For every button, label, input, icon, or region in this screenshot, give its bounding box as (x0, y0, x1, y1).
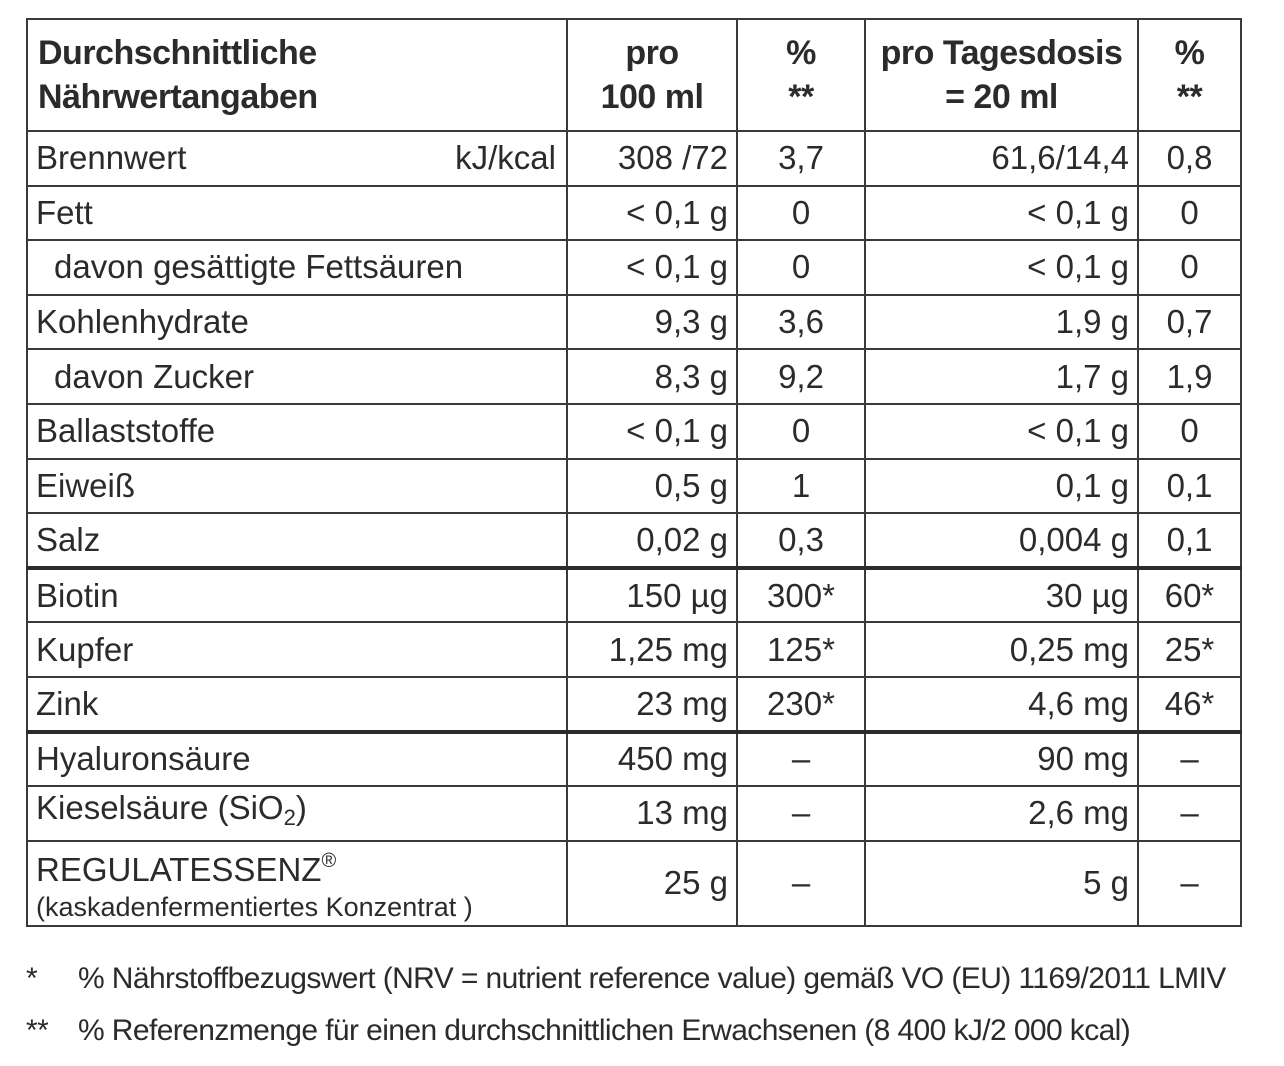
footnote-text: % Nährstoffbezugswert (NRV = nutrient reference value) gemäß VO (EU) 1169/2011 LMIV (78, 962, 1226, 995)
value-per-100ml: 13 mg (567, 786, 737, 841)
percent-per-100ml: 3,6 (737, 295, 865, 350)
value-per-dose: 4,6 mg (865, 677, 1138, 732)
footnote-text: % Referenzmenge für einen durchschnittlichen Erwachsenen (8 400 kJ/2 000 kcal) (78, 1014, 1131, 1047)
value-per-dose: 5 g (865, 841, 1138, 926)
table-row (27, 622, 1241, 677)
table-row (27, 186, 1241, 241)
percent-per-dose: 0,1 (1138, 513, 1241, 568)
footnote-mark: ** (26, 1014, 49, 1047)
value-per-dose: 90 mg (865, 732, 1138, 787)
percent-per-100ml: 125* (737, 622, 865, 677)
footnote-mark: * (26, 962, 38, 995)
percent-per-dose: 0,8 (1138, 131, 1241, 186)
percent-per-100ml: 3,7 (737, 131, 865, 186)
nutrition-table (26, 18, 1242, 927)
nutrient-name: Fett (27, 186, 567, 241)
percent-per-100ml: – (737, 732, 865, 787)
nutrition-table-container (26, 18, 1240, 927)
value-per-dose: 0,1 g (865, 459, 1138, 514)
value-per-100ml: 25 g (567, 841, 737, 926)
table-row (27, 841, 1241, 926)
percent-per-100ml: – (737, 786, 865, 841)
value-per-100ml: 150 µg (567, 568, 737, 623)
value-per-dose: < 0,1 g (865, 240, 1138, 295)
value-per-dose: 61,6/14,4 (865, 131, 1138, 186)
table-row (27, 513, 1241, 568)
footnotes (26, 953, 1256, 1057)
percent-per-dose: 60* (1138, 568, 1241, 623)
percent-per-100ml: 9,2 (737, 349, 865, 404)
percent-per-dose: 0,7 (1138, 295, 1241, 350)
percent-per-dose: 0 (1138, 240, 1241, 295)
value-per-dose: 1,9 g (865, 295, 1138, 350)
table-row (27, 295, 1241, 350)
percent-per-100ml: – (737, 841, 865, 926)
registered-mark: ® (321, 849, 337, 872)
value-per-dose: 0,25 mg (865, 622, 1138, 677)
table-row (27, 131, 1241, 186)
nutrient-name: Zink (27, 677, 567, 732)
value-per-100ml: 0,5 g (567, 459, 737, 514)
table-row (27, 404, 1241, 459)
value-per-dose: < 0,1 g (865, 186, 1138, 241)
subscript-two: 2 (283, 805, 296, 831)
nutrient-name: davon Zucker (27, 349, 567, 404)
value-per-dose: 30 µg (865, 568, 1138, 623)
percent-per-dose: – (1138, 841, 1241, 926)
value-per-dose: 0,004 g (865, 513, 1138, 568)
header-per-daily-dose: pro Tagesdosis = 20 ml (865, 19, 1138, 131)
percent-per-dose: – (1138, 732, 1241, 787)
percent-per-dose: 25* (1138, 622, 1241, 677)
percent-per-dose: 0 (1138, 404, 1241, 459)
header-row (27, 19, 1241, 131)
value-per-100ml: 308 /72 (567, 131, 737, 186)
value-per-dose: 2,6 mg (865, 786, 1138, 841)
header-percent-daily-dose: % ** (1138, 19, 1241, 131)
percent-per-100ml: 0,3 (737, 513, 865, 568)
percent-per-100ml: 230* (737, 677, 865, 732)
header-nutrient: Durchschnittliche Nährwertangaben (27, 19, 567, 131)
nutrient-name: davon gesättigte Fettsäuren (27, 240, 567, 295)
percent-per-dose: 0,1 (1138, 459, 1241, 514)
table-row (27, 349, 1241, 404)
percent-per-dose: 1,9 (1138, 349, 1241, 404)
nutrient-name: Kohlenhydrate (27, 295, 567, 350)
footnote (26, 1005, 1256, 1057)
percent-per-100ml: 0 (737, 186, 865, 241)
value-per-100ml: < 0,1 g (567, 240, 737, 295)
header-percent-100ml: % ** (737, 19, 865, 131)
nutrient-name: Kupfer (27, 622, 567, 677)
nutrient-name: Hyaluronsäure (27, 732, 567, 787)
nutrient-name: Ballaststoffe (27, 404, 567, 459)
nutrient-name: REGULATESSENZ® (kaskadenfermentiertes Konzentrat ) (27, 841, 567, 926)
percent-per-dose: 0 (1138, 186, 1241, 241)
footnote (26, 953, 1256, 1005)
value-per-100ml: 450 mg (567, 732, 737, 787)
percent-per-100ml: 1 (737, 459, 865, 514)
table-row (27, 240, 1241, 295)
energy-unit: kJ/kcal (455, 139, 556, 177)
nutrient-name: Biotin (27, 568, 567, 623)
value-per-100ml: < 0,1 g (567, 186, 737, 241)
nutrient-name: Brennwert kJ/kcal (27, 131, 567, 186)
nutrient-name: Kieselsäure (SiO2) (27, 786, 567, 841)
nutrient-name: Eiweiß (27, 459, 567, 514)
percent-per-dose: – (1138, 786, 1241, 841)
value-per-dose: 1,7 g (865, 349, 1138, 404)
value-per-100ml: 23 mg (567, 677, 737, 732)
table-row (27, 786, 1241, 841)
table-row (27, 459, 1241, 514)
table-row (27, 732, 1241, 787)
percent-per-dose: 46* (1138, 677, 1241, 732)
table-row (27, 568, 1241, 623)
table-row (27, 677, 1241, 732)
value-per-100ml: 8,3 g (567, 349, 737, 404)
value-per-100ml: 0,02 g (567, 513, 737, 568)
percent-per-100ml: 0 (737, 404, 865, 459)
header-per-100ml: pro 100 ml (567, 19, 737, 131)
value-per-100ml: 1,25 mg (567, 622, 737, 677)
value-per-100ml: < 0,1 g (567, 404, 737, 459)
percent-per-100ml: 0 (737, 240, 865, 295)
percent-per-100ml: 300* (737, 568, 865, 623)
nutrient-name: Salz (27, 513, 567, 568)
nutrient-note: (kaskadenfermentiertes Konzentrat ) (36, 891, 473, 922)
value-per-dose: < 0,1 g (865, 404, 1138, 459)
value-per-100ml: 9,3 g (567, 295, 737, 350)
